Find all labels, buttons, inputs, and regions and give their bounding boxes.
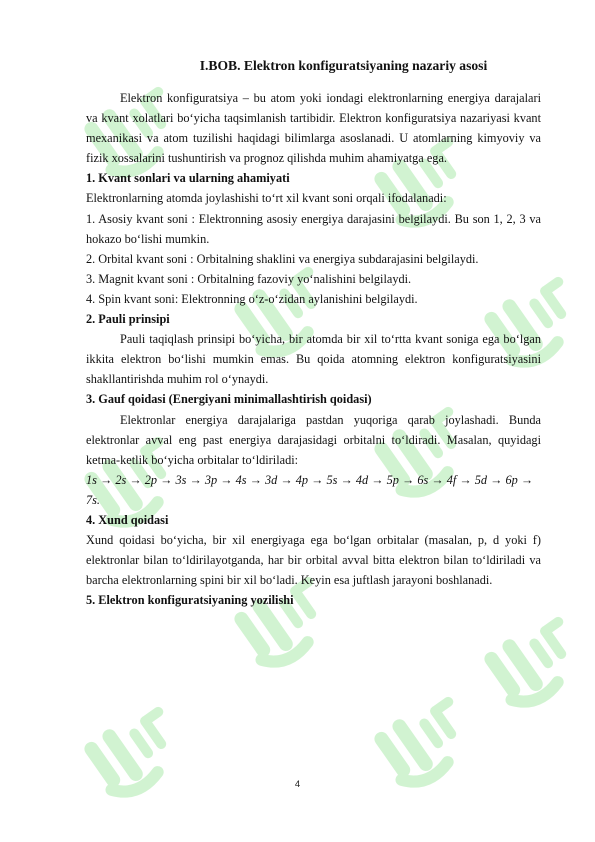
section-2-heading: 2. Pauli prinsipi [86,312,170,327]
section-4-paragraph: Xund qoidasi bo‘yicha, bir xil energiyaga ega bo‘lgan orbitalar (masalan, p, d yoki f) elektronlar bilan to‘ldirilayotganda, har bir orbital avval bitta elektron bilan to‘ldiriladi va barcha elektronlarning spini bir xil bo‘ladi. Keyin esa juftlash jarayoni boshlanadi. [86,533,541,588]
section-1-heading: 1. Kvant sonlari va ularning ahamiyati [86,171,290,186]
page-number: 4 [294,779,301,790]
section-4-heading: 4. Xund qoidasi [86,512,169,527]
intro-paragraph: Elektron konfiguratsiya – bu atom yoki iondagi elektronlarning energiya darajalari va kvant xolatlari bo‘yicha taqsimlanish tartibidir. Elektron konfiguratsiya nazariyasi kvant mexanikasi va atom tuzilishi haqidagi bilimlarga asoslanadi. U atomlarning kimyoviy va fizik xossalarini tushuntirish va prognoz qilishda muhim ahamiyatga ega. [86,91,541,166]
section-3-paragraph: Elektronlar energiya darajalariga pastdan yuqoriga qarab joylashadi. Bunda elektronlar avval eng past energiya darajasidagi orbitalni to‘ldiradi. Masalan, quyidagi ketma-ketlik bo‘yicha orbitalar to‘ldiriladi: [86,412,541,467]
chapter-title: I.BOB. Elektron konfiguratsiyaning nazariy asosi [199,58,488,73]
section-1-lead: Elektronlarning atomda joylashishi to‘rt xil kvant soni orqali ifodalanadi: [86,191,447,206]
quantum-number-item: 3. Magnit kvant soni : Orbitalning fazoviy yo‘nalishini belgilaydi. [86,271,412,286]
section-5-heading: 5. Elektron konfiguratsiyaning yozilishi [86,593,294,608]
orbital-filling-sequence: 1s → 2s → 2p → 3s → 3p → 4s → 3d → 4p → 5s → 4d → 5p → 6s → 4f → 5d → 6p → 7s. [86,472,534,507]
quantum-number-item: 4. Spin kvant soni: Elektronning o‘z-o‘zidan aylanishini belgilaydi. [86,291,418,306]
section-2-paragraph: Pauli taqiqlash prinsipi bo‘yicha, bir atomda bir xil to‘rtta kvant soniga ega bo‘lgan ikkita elektron bo‘lishi mumkin emas. Bu qoida atomning elektron konfiguratsiyasini shakllantirishda muhim rol o‘ynaydi. [86,332,541,387]
document-body [86,56,541,610]
watermark-logo-icon [70,690,190,810]
section-3-heading: 3. Gauf qoidasi (Energiyani minimallashtirish qoidasi) [86,392,372,407]
watermark-logo-icon [470,600,590,720]
quantum-number-item: 1. Asosiy kvant soni : Elektronning asosiy energiya darajasini belgilaydi. Bu son 1, 2, 3 va hokazo bo‘lishi mumkin. [86,211,541,246]
quantum-number-item: 2. Orbital kvant soni : Orbitalning shaklini va energiya subdarajasini belgilaydi. [86,251,479,266]
